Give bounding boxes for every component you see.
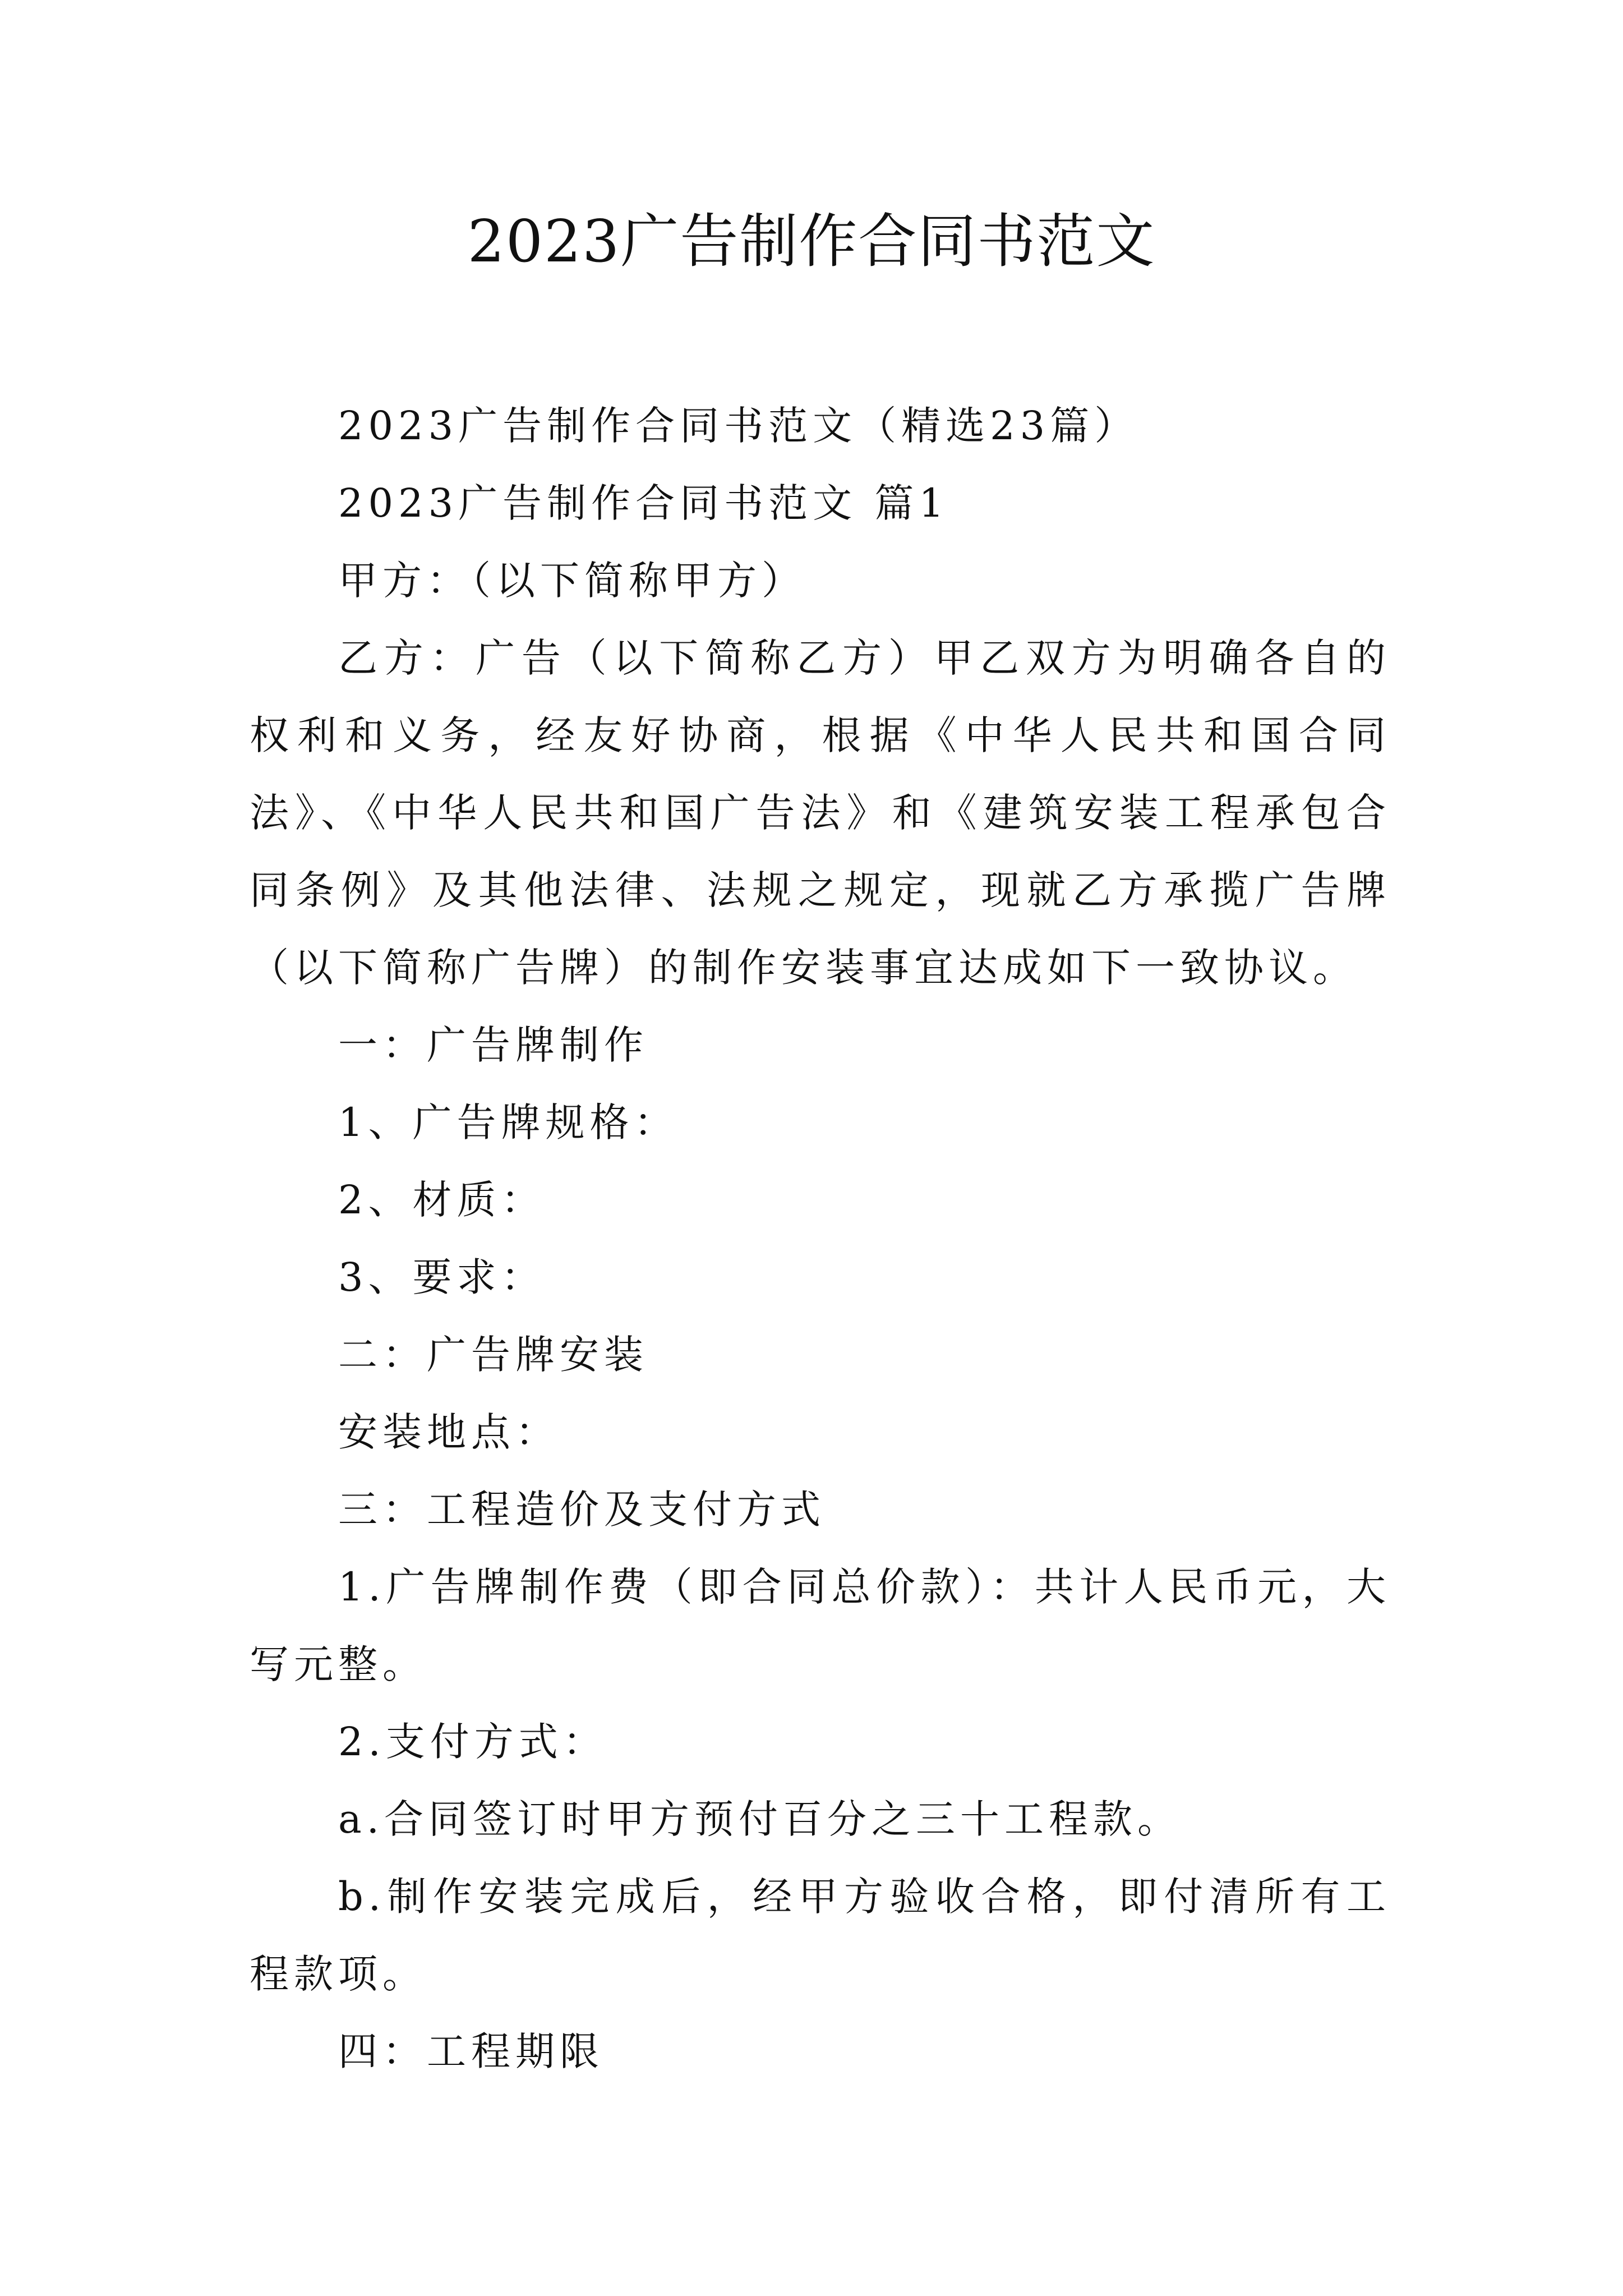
paragraph-clause-1-2: 2、材质： [338,1177,546,1223]
paragraph-party-b: 乙方：广告（以下简称乙方）甲乙双方为明确各自的权利和义务，经友好协商，根据《中华人民共和国合同法》、《中华人民共和国广告法》和《建筑安装工程承包合同条例》及其他法律、法规之规定，现就乙方承揽广告牌（以下简称广告牌）的制作安装事宜达成如下一致协议。 [250,635,1391,991]
paragraph-clause-2-heading: 二：广告牌安装 [338,1332,648,1378]
paragraph-party-a: 甲方：（以下简称甲方） [338,558,806,604]
document-title: 2023广告制作合同书范文 [467,207,1156,275]
paragraph-clause-1-heading: 一：广告牌制作 [338,1022,648,1068]
paragraph-clause-3-2b: b.制作安装完成后，经甲方验收合格，即付清所有工程款项。 [250,1874,1391,1997]
paragraph-clause-1-3: 3、要求： [338,1254,546,1300]
paragraph-clause-3-1: 1.广告牌制作费（即合同总价款）：共计人民币元，大写元整。 [250,1564,1391,1687]
paragraph-install-location: 安装地点： [338,1409,560,1455]
paragraph-clause-3-heading: 三：工程造价及支付方式 [338,1487,826,1533]
paragraph-clause-1-1: 1、广告牌规格： [338,1099,679,1145]
paragraph-clause-3-2a: a.合同签订时甲方预付百分之三十工程款。 [338,1796,1182,1842]
paragraph-section-heading: 2023广告制作合同书范文 篇1 [338,480,949,526]
paragraph-subtitle: 2023广告制作合同书范文（精选23篇） [338,403,1139,449]
paragraph-clause-4-heading: 四：工程期限 [338,2028,604,2074]
document-body [250,387,1391,2090]
paragraph-clause-3-2: 2.支付方式： [338,1719,607,1765]
